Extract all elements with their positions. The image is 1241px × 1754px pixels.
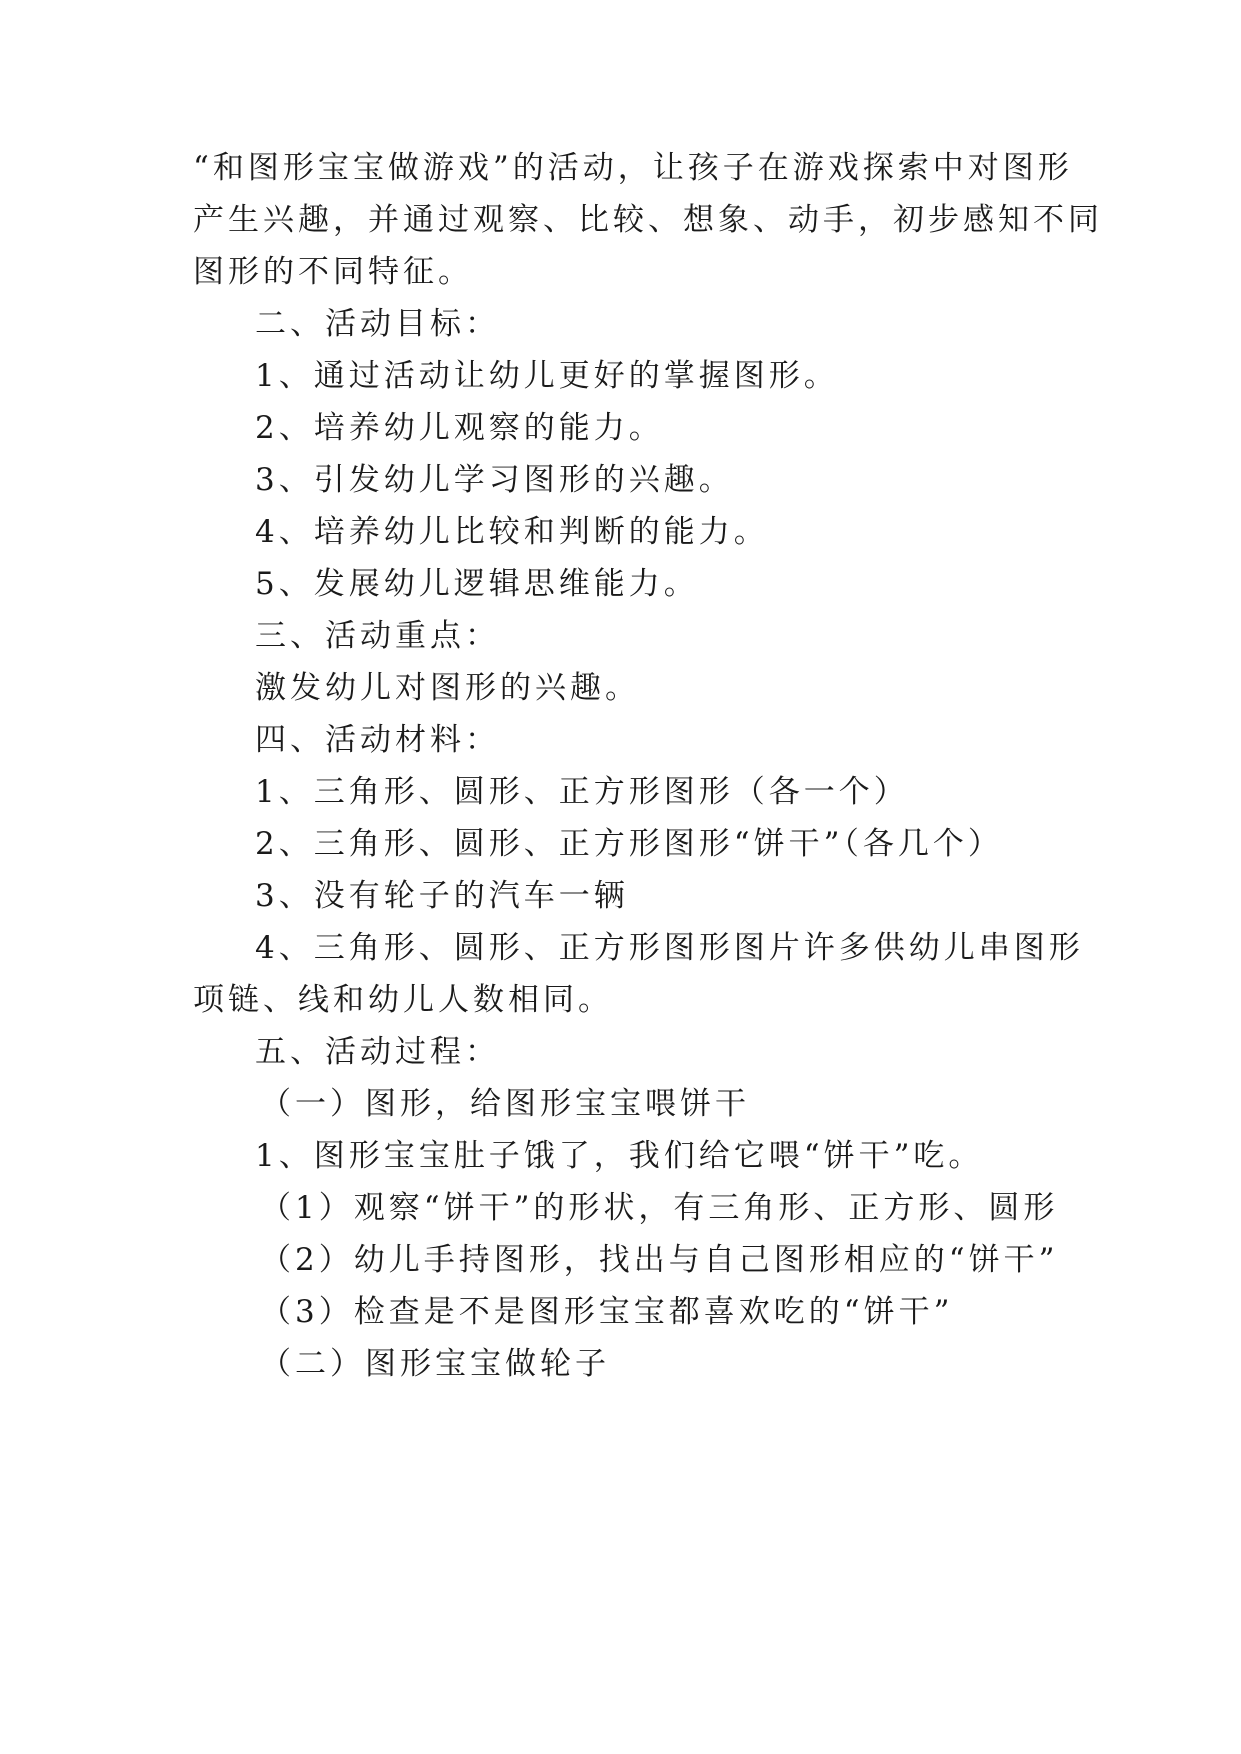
list-item: 4、培养幼儿比较和判断的能力。 bbox=[255, 514, 769, 550]
list-item: 4、三角形、圆形、正方形图形图片许多供幼儿串图形 bbox=[255, 930, 1084, 966]
subsection-heading: （二）图形宝宝做轮子 bbox=[260, 1346, 610, 1382]
list-item: （1）观察“饼干”的形状，有三角形、正方形、圆形 bbox=[260, 1190, 1059, 1226]
paragraph-line: “和图形宝宝做游戏”的活动，让孩子在游戏探索中对图形 bbox=[193, 150, 1073, 186]
list-item: 2、三角形、圆形、正方形图形“饼干”（各几个） bbox=[255, 826, 1003, 862]
list-item: 2、培养幼儿观察的能力。 bbox=[255, 410, 664, 446]
list-item: 1、三角形、圆形、正方形图形（各一个） bbox=[255, 774, 909, 810]
list-item: 3、没有轮子的汽车一辆 bbox=[255, 878, 629, 914]
list-item: 1、图形宝宝肚子饿了，我们给它喂“饼干”吃。 bbox=[255, 1138, 984, 1174]
section-heading: 四、活动材料： bbox=[255, 722, 500, 758]
section-heading: 三、活动重点： bbox=[255, 618, 500, 654]
section-heading: 二、活动目标： bbox=[255, 306, 500, 342]
paragraph-line: 项链、线和幼儿人数相同。 bbox=[193, 982, 613, 1018]
paragraph-line: 激发幼儿对图形的兴趣。 bbox=[255, 670, 640, 706]
list-item: （2）幼儿手持图形，找出与自己图形相应的“饼干” bbox=[260, 1242, 1059, 1278]
list-item: 3、引发幼儿学习图形的兴趣。 bbox=[255, 462, 734, 498]
paragraph-line: 图形的不同特征。 bbox=[193, 254, 473, 290]
subsection-heading: （一）图形，给图形宝宝喂饼干 bbox=[260, 1086, 750, 1122]
paragraph-line: 产生兴趣，并通过观察、比较、想象、动手，初步感知不同 bbox=[193, 202, 1103, 238]
list-item: （3）检查是不是图形宝宝都喜欢吃的“饼干” bbox=[260, 1294, 954, 1330]
list-item: 1、通过活动让幼儿更好的掌握图形。 bbox=[255, 358, 839, 394]
section-heading: 五、活动过程： bbox=[255, 1034, 500, 1070]
list-item: 5、发展幼儿逻辑思维能力。 bbox=[255, 566, 699, 602]
